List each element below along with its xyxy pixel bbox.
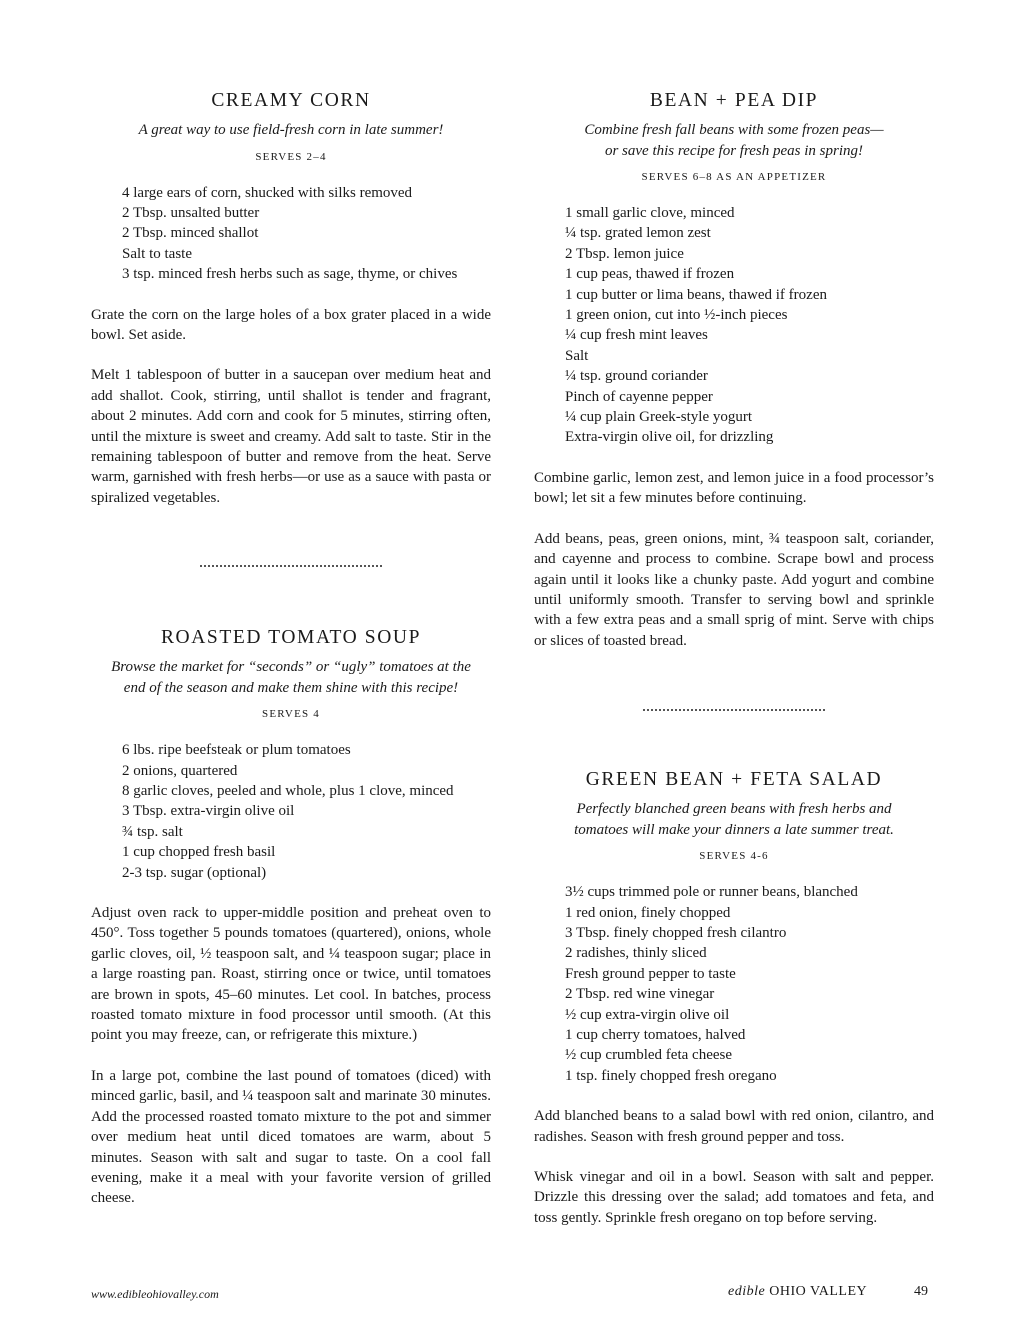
brand-name: OHIO VALLEY <box>769 1284 868 1299</box>
right-column <box>534 88 934 1228</box>
intro-line: Perfectly blanched green beans with fresh herbs and <box>576 801 892 818</box>
ingredient-item: 2 Tbsp. lemon juice <box>565 245 684 262</box>
intro-line: Combine fresh fall beans with some frozen peas— <box>584 122 884 138</box>
ingredient-item: Salt to taste <box>122 245 192 262</box>
recipe-intro <box>534 120 934 161</box>
intro-line: or save this recipe for fresh peas in spring! <box>604 142 864 159</box>
ingredient-item: 1 green onion, cut into ½-inch pieces <box>565 307 788 324</box>
ingredient-item: ¼ cup plain Greek-style yogurt <box>565 409 753 426</box>
recipe-step: Add blanched beans to a salad bowl with red onion, cilantro, and radishes. Season with fresh ground pepper and toss. <box>534 1108 934 1145</box>
recipe-title: ROASTED TOMATO SOUP <box>160 627 422 649</box>
recipe-serves: SERVES 6–8 AS AN APPETIZER <box>641 171 827 183</box>
recipe-bean-pea-dip <box>534 88 934 651</box>
ingredient-item: 1 cup chopped fresh basil <box>122 844 276 861</box>
ingredient-item: 3 tsp. minced fresh herbs such as sage, thyme, or chives <box>122 266 458 283</box>
ingredient-item: ¼ tsp. ground coriander <box>565 368 708 385</box>
ingredient-item: 2 onions, quartered <box>122 762 238 779</box>
intro-line: tomatoes will make your dinners a late summer treat. <box>574 821 894 838</box>
left-column <box>91 88 491 1209</box>
ingredient-item: 3 Tbsp. extra-virgin olive oil <box>122 803 295 820</box>
ingredient-item: 1 small garlic clove, minced <box>565 205 735 221</box>
recipe-intro <box>91 657 491 698</box>
ingredient-item: 3 Tbsp. finely chopped fresh cilantro <box>565 924 787 941</box>
ingredient-list <box>534 882 934 1086</box>
recipe-intro <box>91 120 491 141</box>
recipe-title: GREEN BEAN + FETA SALAD <box>585 769 883 791</box>
ingredient-item: Pinch of cayenne pepper <box>565 388 713 405</box>
ingredient-item: Extra-virgin olive oil, for drizzling <box>565 429 774 446</box>
recipe-step: Whisk vinegar and oil in a bowl. Season with salt and pepper. Drizzle this dressing over the salad; add tomatoes and feta, and toss gently. Sprinkle fresh oregano on top before serving. <box>534 1169 934 1226</box>
footer-url: www.edibleohiovalley.com <box>91 1287 219 1301</box>
recipe-step: Add beans, peas, green onions, mint, ¾ teaspoon salt, coriander, and cayenne and process to combine. Scrape bowl and process again until it looks like a chunky paste. Add yogurt and combine until uniformly smooth. Transfer to serving bowl and sprinkle with a few extra peas and a small sprig of mint. Serve with chips or slices of toasted bread. <box>534 530 934 649</box>
ingredient-item: ½ cup crumbled feta cheese <box>565 1047 732 1064</box>
ingredient-item: 4 large ears of corn, shucked with silks removed <box>122 184 413 201</box>
intro-line: Browse the market for “seconds” or “ugly” tomatoes at the <box>111 659 471 676</box>
ingredient-item: 1 cup butter or lima beans, thawed if frozen <box>565 286 827 303</box>
recipe-roasted-tomato-soup <box>91 625 491 1209</box>
recipe-creamy-corn <box>91 88 491 508</box>
ingredient-item: 3½ cups trimmed pole or runner beans, blanched <box>565 884 858 901</box>
ingredient-item: 2-3 tsp. sugar (optional) <box>122 864 267 881</box>
ingredient-item: ½ cup extra-virgin olive oil <box>565 1006 730 1023</box>
ingredient-item: 2 radishes, thinly sliced <box>565 945 707 962</box>
intro-line: A great way to use field-fresh corn in late summer! <box>138 122 444 138</box>
ingredient-item: 1 cup peas, thawed if frozen <box>565 266 735 283</box>
ingredient-item: 1 cup cherry tomatoes, halved <box>565 1026 746 1043</box>
ingredient-item: 1 red onion, finely chopped <box>565 904 731 921</box>
page-number: 49 <box>914 1284 928 1299</box>
ingredient-item: 2 Tbsp. minced shallot <box>122 225 259 242</box>
recipe-step: Combine garlic, lemon zest, and lemon juice in a food processor’s bowl; let sit a few minutes before continuing. <box>534 469 934 507</box>
recipe-serves: SERVES 4-6 <box>699 850 769 863</box>
recipe-intro <box>534 799 934 840</box>
intro-line: end of the season and make them shine with this recipe! <box>123 679 459 696</box>
recipe-step: Grate the corn on the large holes of a box grater placed in a wide bowl. Set aside. <box>91 306 491 343</box>
brand-prefix: edible <box>728 1284 766 1299</box>
footer-brand <box>728 1284 867 1300</box>
ingredient-item: ¼ tsp. grated lemon zest <box>565 225 711 242</box>
recipe-serves: SERVES 4 <box>262 708 320 721</box>
recipe-serves: SERVES 2–4 <box>255 150 327 163</box>
ingredient-item: 1 tsp. finely chopped fresh oregano <box>565 1067 777 1084</box>
ingredient-item: ¼ cup fresh mint leaves <box>565 327 708 344</box>
ingredient-item: Fresh ground pepper to taste <box>565 965 736 982</box>
recipe-step: Melt 1 tablespoon of butter in a saucepan over medium heat and add shallot. Cook, stirring, until shallot is tender and fragrant, about 2 minutes. Add corn and cook for 5 minutes, stirring often, until the mixture is sweet and creamy. Add salt to taste. Stir in the remaining tablespoon of butter and remove from the heat. Serve warm, garnished with fresh herbs—or use as a sauce with pasta or spiralized vegetables. <box>91 367 491 506</box>
recipe-title: CREAMY CORN <box>211 90 371 111</box>
ingredient-item: 2 Tbsp. unsalted butter <box>122 204 260 221</box>
recipe-green-bean-feta-salad <box>534 767 934 1228</box>
recipe-step: In a large pot, combine the last pound of tomatoes (diced) with minced garlic, basil, and ¼ teaspoon salt and marinate 30 minutes. Add the processed roasted tomato mixture to the pot and simmer over medium heat until diced tomatoes are warm, about 5 minutes. Season with salt and sugar to taste. On a cool fall evening, make it a meal with your favorite version of grilled cheese. <box>91 1067 491 1207</box>
recipe-title: BEAN + PEA DIP <box>649 90 819 111</box>
ingredient-item: Salt <box>565 347 589 364</box>
recipe-step: Adjust oven rack to upper-middle position and preheat oven to 450°. Toss together 5 pounds tomatoes (quartered), onions, whole garlic cloves, oil, ½ teaspoon salt, and ¼ teaspoon sugar; place in a large roasting pan. Roast, stirring once or twice, until tomatoes are brown in spots, 45–60 minutes. Let cool. In batches, process roasted tomato mixture in food processor until smooth. (At this point you may freeze, can, or refrigerate this mixture.) <box>91 905 491 1044</box>
ingredient-item: ¾ tsp. salt <box>122 823 183 840</box>
ingredient-item: 2 Tbsp. red wine vinegar <box>565 986 715 1003</box>
ingredient-item: 8 garlic cloves, peeled and whole, plus 1 clove, minced <box>122 783 454 799</box>
ingredient-list <box>534 203 934 448</box>
ingredient-list <box>91 740 491 883</box>
ingredient-item: 6 lbs. ripe beefsteak or plum tomatoes <box>122 742 351 759</box>
ingredient-list <box>91 183 491 285</box>
